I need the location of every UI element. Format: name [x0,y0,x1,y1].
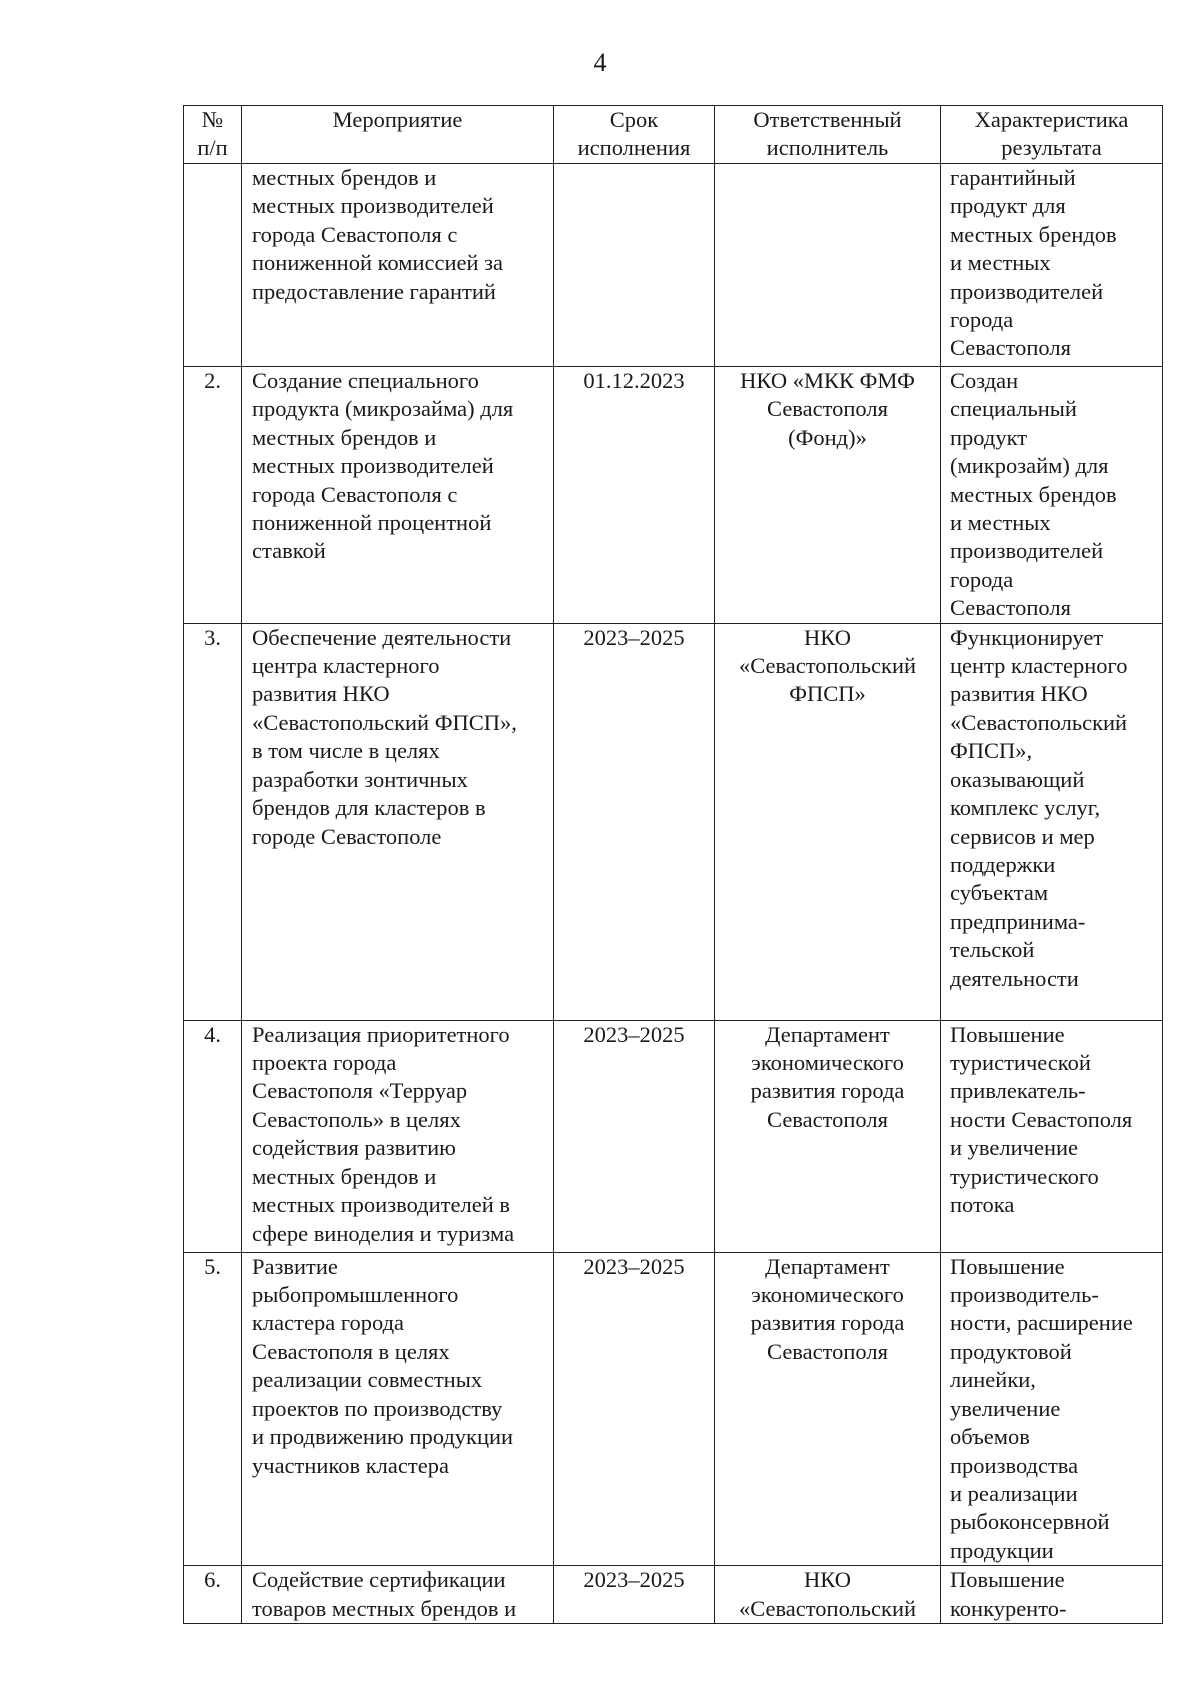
cell-line: продукт для [950,193,1066,219]
cell-line: разработки зонтичных [252,766,468,792]
header-deadline [554,106,715,164]
cell-line: тельской [950,937,1035,963]
cell-line: «Севастопольский [738,653,917,679]
cell-line: центра кластерного [252,653,440,679]
cell-line: Развитие [252,1253,338,1279]
cell-line: кластера города [252,1310,405,1336]
row-result [941,164,1163,367]
cell-line: Департамент [765,1253,890,1279]
cell-line: ности Севастополя [950,1106,1133,1132]
row-number: 3. [184,623,242,1020]
cell-line: Севастополя [767,396,888,422]
cell-line: Создание специального [252,368,479,393]
cell-line: реализации совместных [252,1367,483,1393]
cell-line: деятельности [950,965,1079,991]
cell-line: привлекатель- [950,1078,1086,1104]
row-number: 6. [184,1566,242,1624]
cell-line: местных брендов и [252,424,437,450]
cell-line: рыбоконсервной [950,1509,1110,1535]
cell-line: местных брендов и [252,1163,437,1189]
cell-line: ности, расширение [950,1310,1133,1336]
table-row [184,164,1163,367]
cell-line: города [950,566,1014,592]
cell-line: развития города [750,1078,905,1104]
cell-line: поддержки [950,851,1056,877]
cell-line: НКО [804,1567,851,1593]
cell-line: местных производителей [252,193,494,219]
cell-line: Обеспечение деятельности [252,624,512,650]
cell-line: города Севастополя с [252,221,458,247]
cell-line: в том числе в целях [252,738,440,764]
cell-line: НКО «МКК ФМФ [740,368,915,393]
cell-line: гарантийный [950,165,1076,190]
cell-line: продуктовой [950,1338,1072,1364]
cell-line: результата [1001,135,1102,160]
row-responsible [715,1020,941,1252]
row-result [941,1252,1163,1565]
row-deadline [554,164,715,367]
cell-line: увеличение [950,1395,1061,1421]
cell-line: и местных [950,510,1051,536]
cell-line: туристического [950,1163,1099,1189]
cell-line: Севастополя в целях [252,1338,450,1364]
cell-line: туристической [950,1050,1091,1076]
cell-line: товаров местных брендов и [252,1595,517,1621]
cell-line: Срок [609,107,659,132]
cell-line: содействия развитию [252,1135,456,1161]
cell-line: потока [950,1192,1015,1218]
cell-line: «Севастопольский ФПСП», [252,709,517,735]
row-event [242,623,554,1020]
cell-line: ФПСП», [950,738,1033,764]
cell-line: Севастополя [767,1106,888,1132]
row-responsible [715,1252,941,1565]
row-deadline: 2023–2025 [554,1252,715,1565]
cell-line: продукта (микрозайма) для [252,396,514,422]
row-event [242,164,554,367]
cell-line: специальный [950,396,1077,422]
cell-line: Севастополь» в целях [252,1106,461,1132]
cell-line: НКО [804,624,851,650]
table-row [184,623,1163,1020]
cell-line: комплекс услуг, [950,795,1101,821]
cell-line: экономического [751,1050,904,1076]
cell-line: производителей [950,278,1104,304]
cell-line: п/п [197,135,228,160]
row-result [941,1020,1163,1252]
cell-line: экономического [751,1282,904,1308]
row-deadline: 2023–2025 [554,623,715,1020]
cell-line: местных брендов [950,481,1117,507]
cell-line: Функционирует [950,624,1104,650]
cell-line: производителей [950,538,1104,564]
cell-line: местных брендов [950,221,1117,247]
row-number: 2. [184,367,242,624]
cell-line: предоставление гарантий [252,278,496,304]
cell-line: продукции [950,1537,1054,1563]
cell-line: оказывающий [950,766,1085,792]
table-row [184,1566,1163,1624]
row-event [242,1566,554,1624]
table-header-row [184,106,1163,164]
row-deadline: 01.12.2023 [554,367,715,624]
cell-line: Севастополя [950,335,1071,361]
cell-line: исполнения [577,135,691,160]
row-responsible [715,367,941,624]
cell-line: городе Севастополе [252,823,442,849]
header-number [184,106,242,164]
header-event [242,106,554,164]
row-responsible [715,623,941,1020]
cell-line: субъектам [950,880,1049,906]
cell-line: и продвижению продукции [252,1424,514,1450]
table-row [184,367,1163,624]
cell-line: местных производителей [252,453,494,479]
cell-line: № [201,107,224,132]
cell-line: производства [950,1452,1079,1478]
row-number: 5. [184,1252,242,1565]
cell-line: Повышение [950,1567,1065,1593]
row-event [242,1252,554,1565]
cell-line: линейки, [950,1367,1036,1393]
cell-line: пониженной процентной [252,510,492,536]
row-deadline: 2023–2025 [554,1020,715,1252]
cell-line: Ответственный [753,107,902,132]
cell-line: Повышение [950,1021,1065,1047]
cell-line: ФПСП» [789,681,866,707]
action-plan-table [183,105,1163,1624]
cell-line: развития НКО [950,681,1088,707]
cell-line: и местных [950,250,1051,276]
cell-line: «Севастопольский [950,709,1128,735]
cell-line: местных брендов и [252,165,437,190]
header-responsible [715,106,941,164]
row-number [184,164,242,367]
cell-line: рыбопромышленного [252,1282,459,1308]
cell-line: Севастополя [950,595,1071,621]
cell-line: участников кластера [252,1452,449,1478]
cell-line: «Севастопольский [738,1595,917,1621]
row-result [941,367,1163,624]
table-row [184,1020,1163,1252]
cell-line: (микрозайм) для [950,453,1109,479]
cell-line: Повышение [950,1253,1065,1279]
cell-line: сервисов и мер [950,823,1095,849]
row-responsible [715,1566,941,1624]
cell-line: развития НКО [252,681,390,707]
row-result [941,1566,1163,1624]
row-event [242,1020,554,1252]
cell-line: предпринима- [950,908,1086,934]
cell-line: города Севастополя с [252,481,458,507]
header-result [941,106,1163,164]
cell-line: Характеристика [974,107,1129,132]
cell-line: Департамент [765,1021,890,1047]
cell-line: местных производителей в [252,1192,510,1218]
cell-line: Содействие сертификации [252,1567,506,1593]
cell-line: Мероприятие [332,107,463,132]
table-row [184,1252,1163,1565]
cell-line: (Фонд)» [788,424,867,450]
row-result [941,623,1163,1020]
row-responsible [715,164,941,367]
cell-line: города [950,307,1014,333]
row-event [242,367,554,624]
cell-line: ставкой [252,538,326,564]
cell-line: проекта города [252,1050,397,1076]
cell-line: и увеличение [950,1135,1079,1161]
page-number: 4 [593,48,607,77]
row-deadline: 2023–2025 [554,1566,715,1624]
row-number: 4. [184,1020,242,1252]
cell-line: сфере виноделия и туризма [252,1220,515,1246]
cell-line: Севастополя [767,1338,888,1364]
cell-line: продукт [950,424,1028,450]
cell-line: исполнитель [766,135,889,160]
cell-line: центр кластерного [950,653,1128,679]
cell-line: конкуренто- [950,1595,1067,1621]
cell-line: Создан [950,368,1019,393]
cell-line: Реализация приоритетного [252,1021,510,1047]
cell-line: развития города [750,1310,905,1336]
cell-line: и реализации [950,1480,1078,1506]
cell-line: проектов по производству [252,1395,503,1421]
cell-line: объемов [950,1424,1030,1450]
cell-line: пониженной комиссией за [252,250,504,276]
cell-line: брендов для кластеров в [252,795,486,821]
cell-line: Севастополя «Терруар [252,1078,468,1104]
cell-line: производитель- [950,1282,1099,1308]
